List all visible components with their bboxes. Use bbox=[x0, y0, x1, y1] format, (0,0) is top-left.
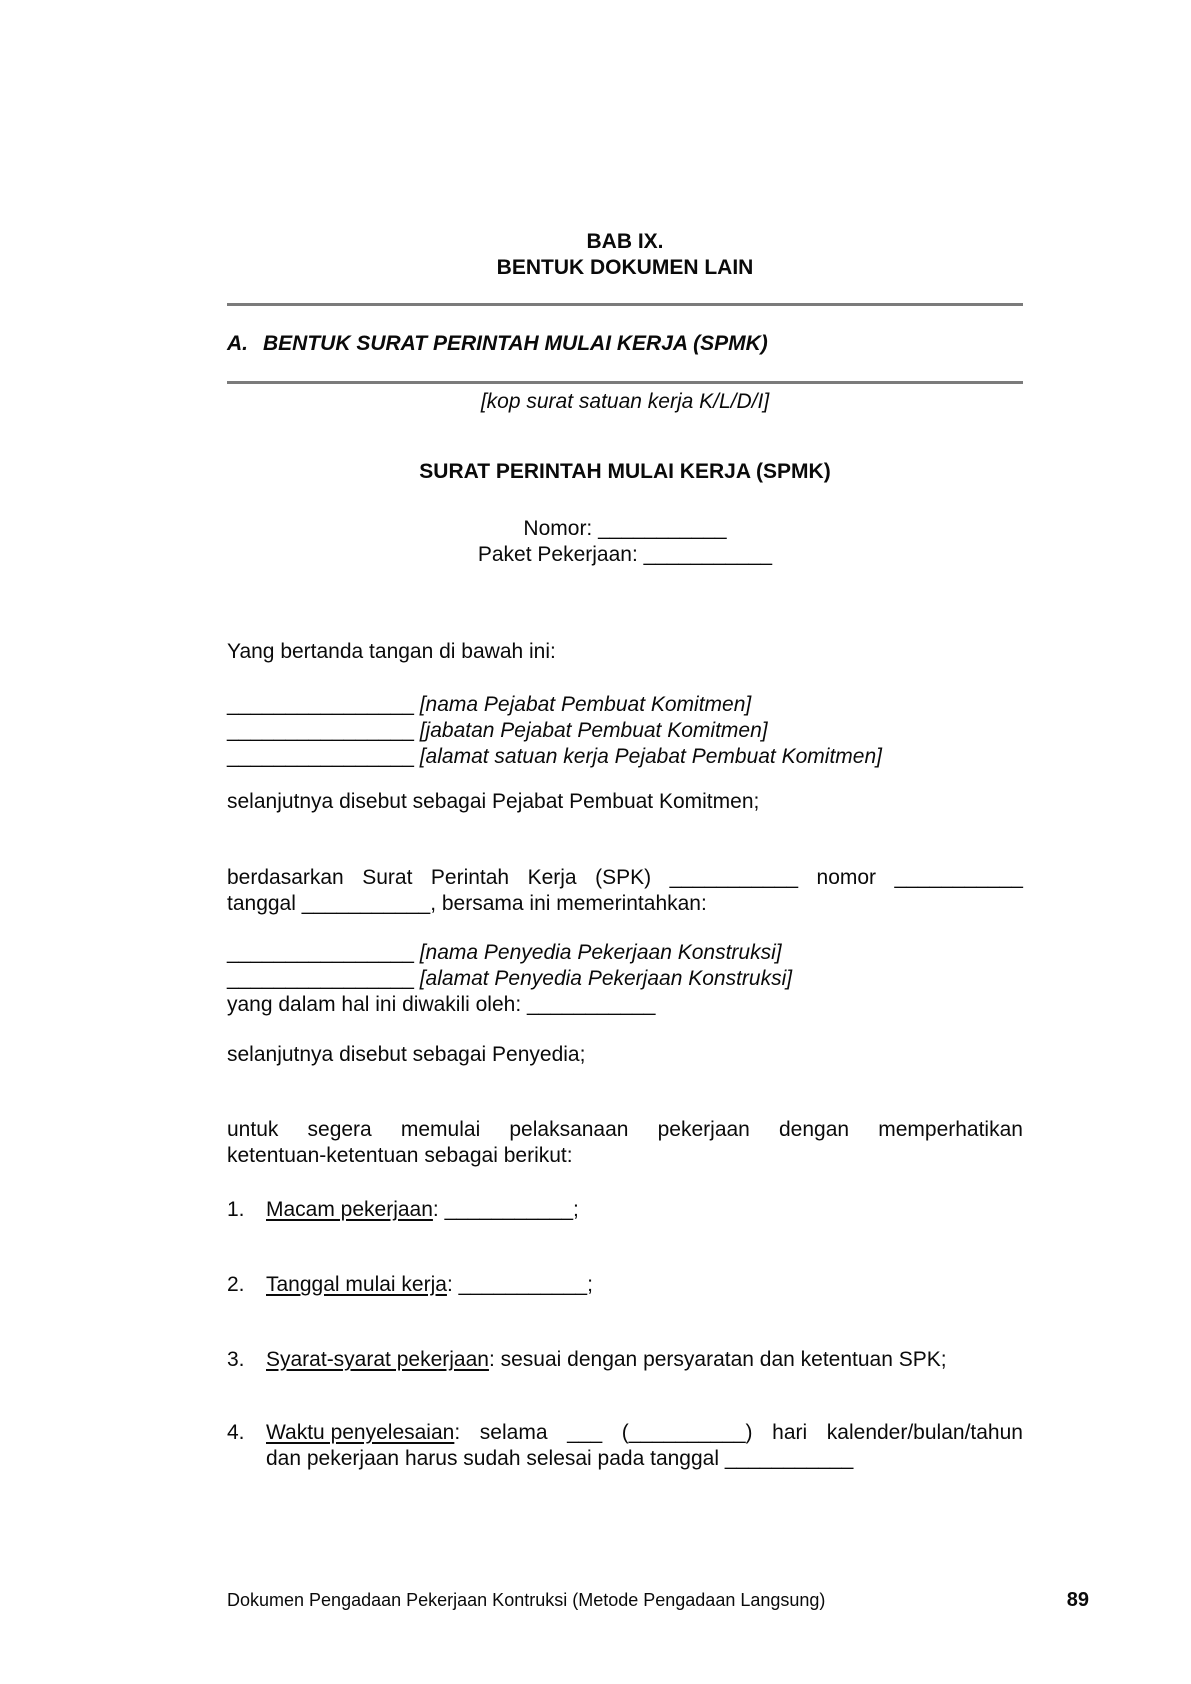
chapter-heading bbox=[227, 229, 1023, 281]
list-item-3-number: 3. bbox=[227, 1348, 245, 1371]
penyedia-address-line bbox=[227, 966, 1023, 992]
ppk-closing-line: selanjutnya disebut sebagai Pejabat Pembuat Komitmen; bbox=[227, 790, 760, 813]
list-item-4-label-wrap bbox=[266, 1420, 460, 1446]
ppk-identity-block bbox=[227, 692, 1023, 770]
list-item-4-number: 4. bbox=[227, 1421, 245, 1444]
page-footer bbox=[227, 1588, 1089, 1612]
ppk-address-line bbox=[227, 744, 1023, 770]
list-item-1-text: : ___________; bbox=[432, 1198, 579, 1221]
penyedia-closing-line: selanjutnya disebut sebagai Penyedia; bbox=[227, 1043, 586, 1066]
ppk-name-line bbox=[227, 692, 1023, 718]
ppk-address-blank: ________________ bbox=[227, 745, 414, 768]
paket-pekerjaan-line: Paket Pekerjaan: ___________ bbox=[477, 543, 773, 566]
chapter-subtitle: BENTUK DOKUMEN LAIN bbox=[496, 256, 754, 279]
basis-line-2: tanggal ___________, bersama ini memerintahkan: bbox=[227, 892, 707, 915]
list-item-2-number: 2. bbox=[227, 1273, 245, 1296]
ppk-name-note: [nama Pejabat Pembuat Komitmen] bbox=[419, 693, 752, 716]
instruction-line-1: untuk segera memulai pelaksanaan pekerjaan dengan memperhatikan bbox=[227, 1118, 1023, 1141]
penyedia-representative-line: yang dalam hal ini diwakili oleh: ___________ bbox=[227, 993, 656, 1016]
ppk-name-blank: ________________ bbox=[227, 693, 414, 716]
list-item-4-line-1: Waktu penyelesaian: selama ___ (__________) hari kalender/bulan/tahun bbox=[266, 1421, 1023, 1444]
penyedia-name-blank: ________________ bbox=[227, 941, 414, 964]
list-item-4-label: Waktu penyelesaian bbox=[266, 1421, 455, 1444]
list-item-3 bbox=[227, 1347, 1023, 1373]
section-heading bbox=[227, 331, 1023, 357]
opening-line: Yang bertanda tangan di bawah ini: bbox=[227, 640, 556, 663]
list-item-3-text: : sesuai dengan persyaratan dan ketentuan SPK; bbox=[488, 1348, 947, 1371]
list-item-4-line-2: dan pekerjaan harus sudah selesai pada tanggal ___________ bbox=[266, 1447, 854, 1470]
list-item-4-label-colon: : bbox=[454, 1421, 461, 1444]
page-content bbox=[227, 0, 1023, 1472]
footer-document-name: Dokumen Pengadaan Pekerjaan Kontruksi (Metode Pengadaan Langsung) bbox=[227, 1590, 826, 1610]
list-item-3-label: Syarat-syarat pekerjaan bbox=[266, 1348, 489, 1371]
instruction-line-2: ketentuan-ketentuan sebagai berikut: bbox=[227, 1144, 573, 1167]
basis-line-1: berdasarkan Surat Perintah Kerja (SPK) ___________ nomor ___________ bbox=[227, 866, 1023, 889]
instruction-paragraph bbox=[227, 1117, 1023, 1169]
penyedia-address-note: [alamat Penyedia Pekerjaan Konstruksi] bbox=[419, 967, 793, 990]
penyedia-address-blank: ________________ bbox=[227, 967, 414, 990]
ppk-address-note: [alamat satuan kerja Pejabat Pembuat Komitmen] bbox=[419, 745, 882, 768]
nomor-line: Nomor: ___________ bbox=[523, 517, 727, 540]
penyedia-name-line bbox=[227, 940, 1023, 966]
footer-page-number: 89 bbox=[1066, 1589, 1089, 1611]
basis-paragraph bbox=[227, 865, 1023, 917]
ppk-title-note: [jabatan Pejabat Pembuat Komitmen] bbox=[419, 719, 768, 742]
penyedia-identity-block bbox=[227, 940, 1023, 1018]
list-item-1-number: 1. bbox=[227, 1198, 245, 1221]
list-item-4 bbox=[227, 1420, 1023, 1472]
list-item-1 bbox=[227, 1197, 1023, 1223]
letterhead-note: [kop surat satuan kerja K/L/D/I] bbox=[480, 390, 770, 413]
divider-top bbox=[227, 303, 1023, 306]
document-title: SURAT PERINTAH MULAI KERJA (SPMK) bbox=[419, 460, 831, 483]
list-item-2 bbox=[227, 1272, 1023, 1298]
ppk-title-blank: ________________ bbox=[227, 719, 414, 742]
list-item-1-label: Macam pekerjaan bbox=[266, 1198, 433, 1221]
divider-section bbox=[227, 381, 1023, 384]
chapter-title: BAB IX. bbox=[586, 230, 664, 253]
section-label: A. bbox=[227, 332, 248, 355]
list-item-2-label: Tanggal mulai kerja bbox=[266, 1273, 447, 1296]
list-item-2-text: : ___________; bbox=[446, 1273, 593, 1296]
ppk-title-line bbox=[227, 718, 1023, 744]
penyedia-name-note: [nama Penyedia Pekerjaan Konstruksi] bbox=[419, 941, 782, 964]
section-title: BENTUK SURAT PERINTAH MULAI KERJA (SPMK) bbox=[263, 332, 768, 355]
